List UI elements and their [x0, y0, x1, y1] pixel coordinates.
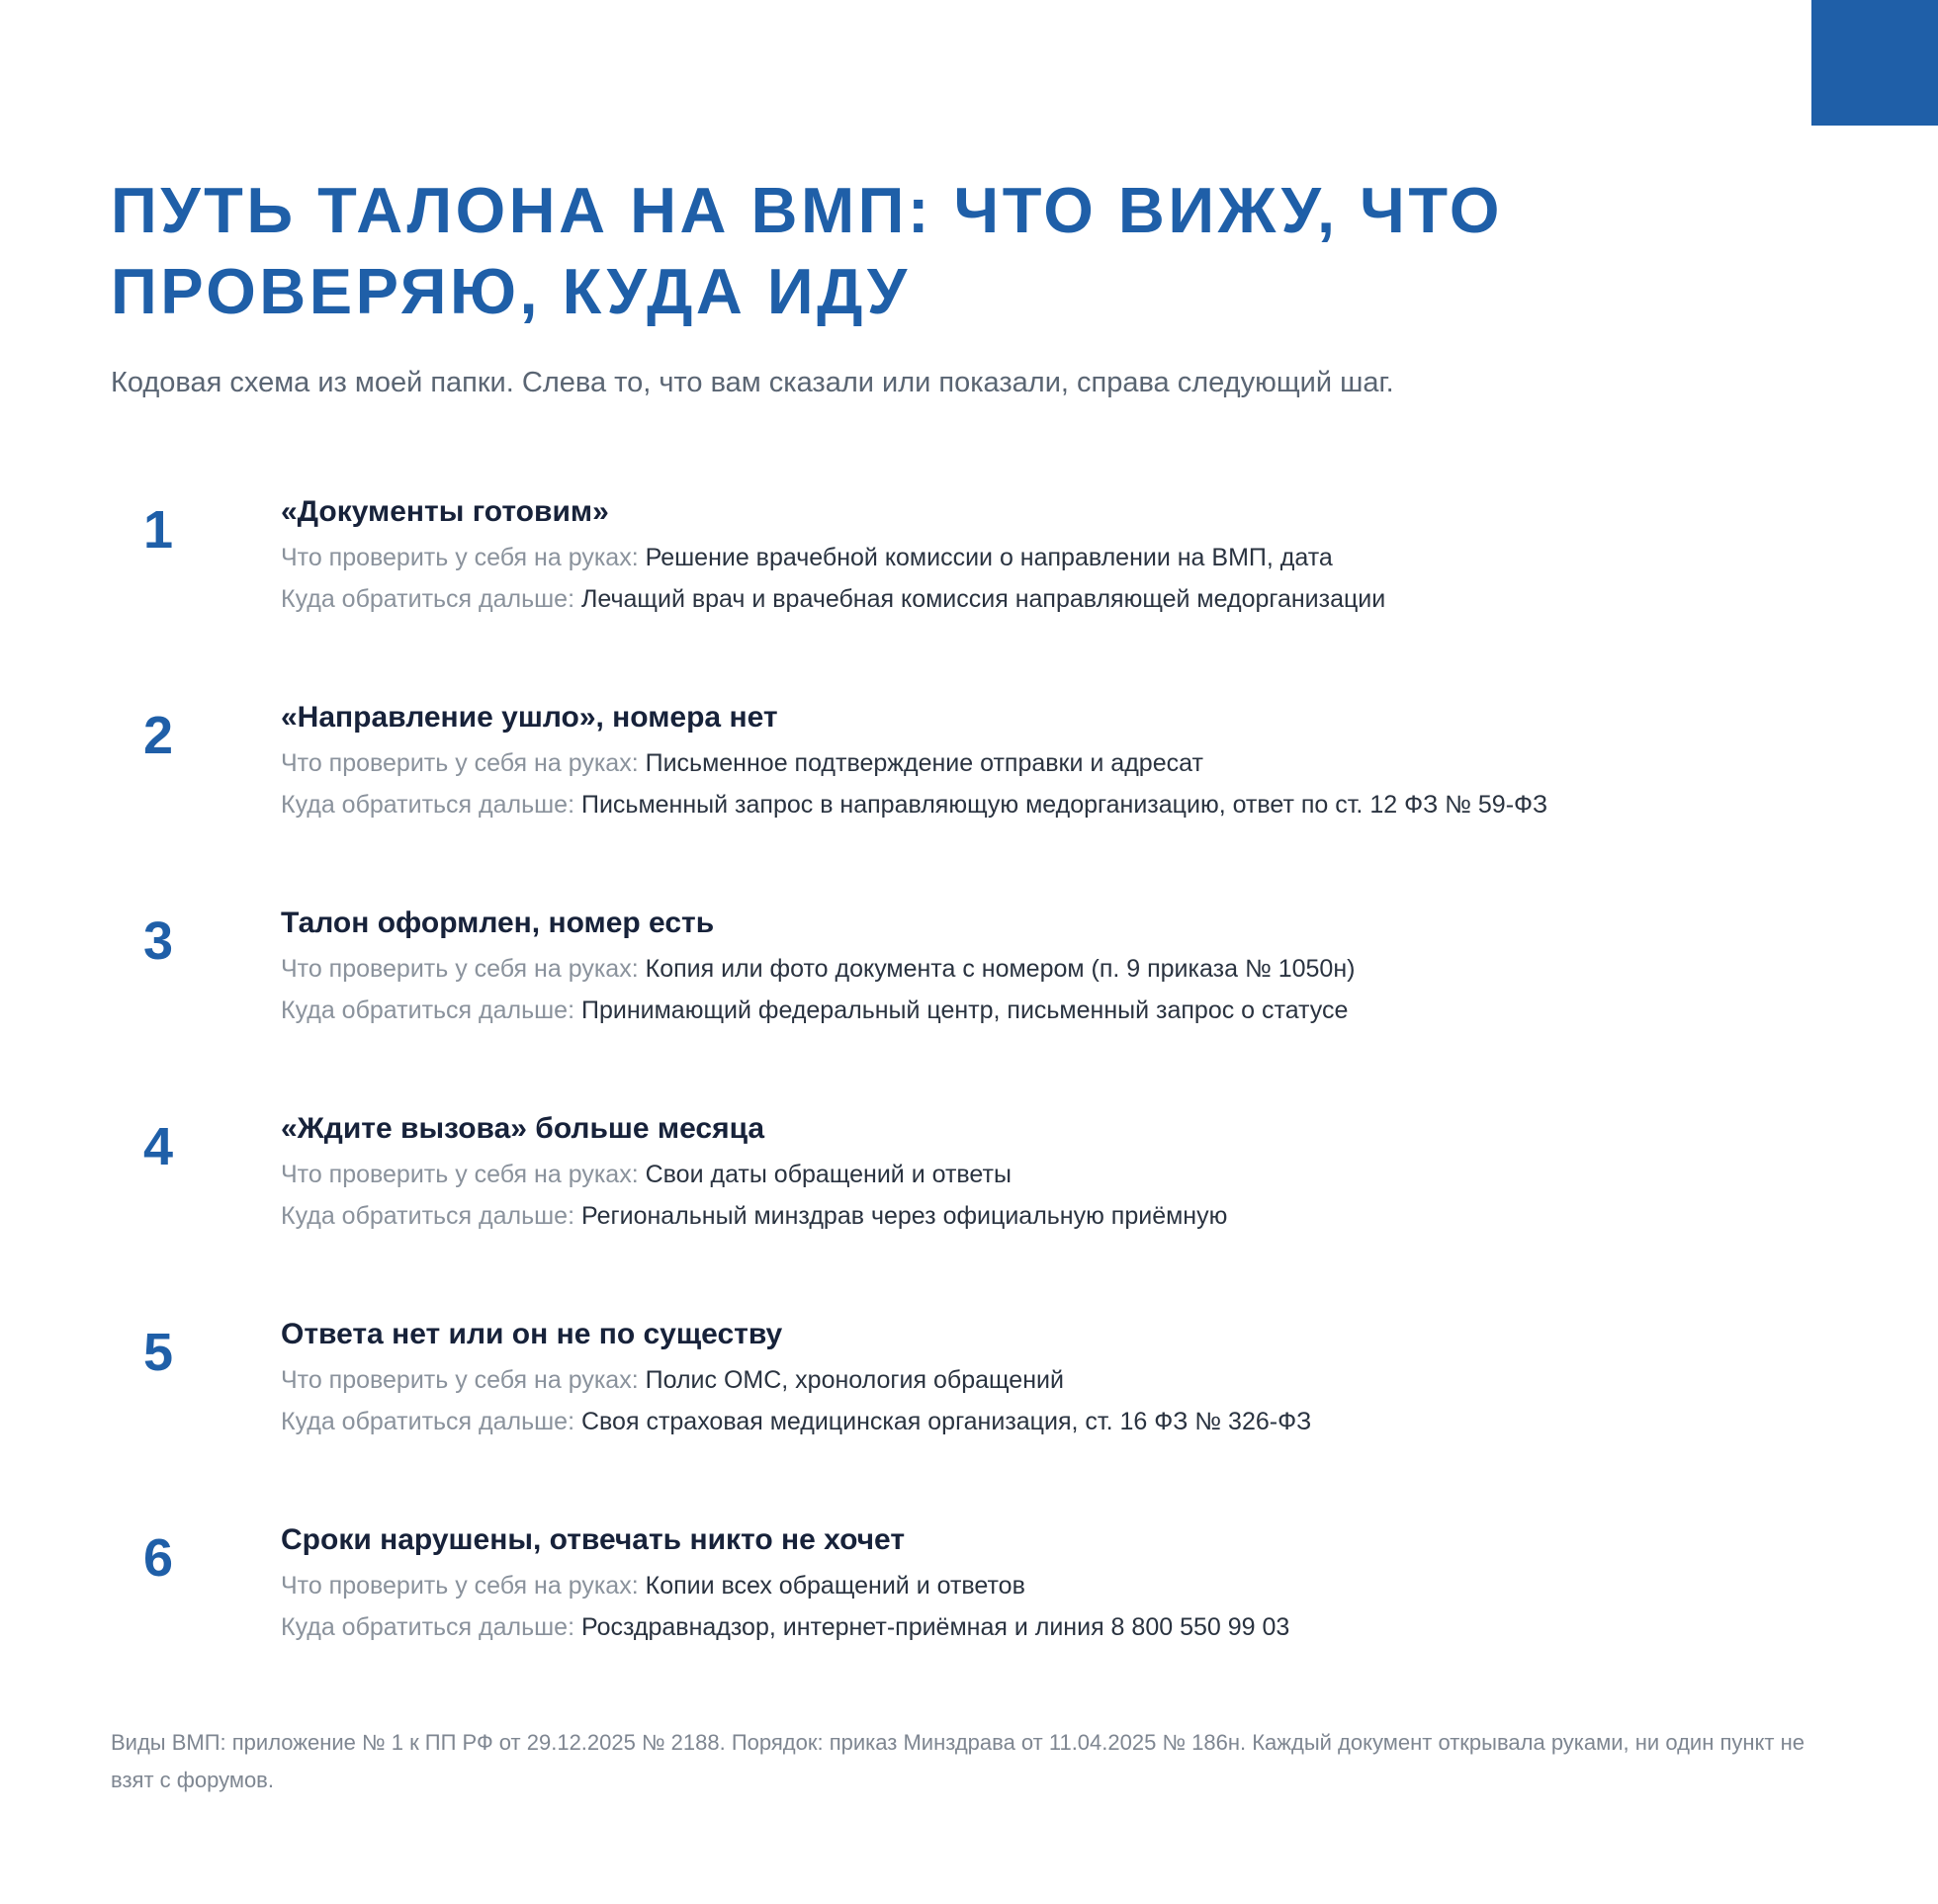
check-label: Что проверить у себя на руках: — [281, 955, 639, 983]
check-value: Свои даты обращений и ответы — [645, 1161, 1012, 1188]
step-number: 3 — [142, 911, 174, 971]
step-title: Ответа нет или он не по существу — [281, 1318, 783, 1350]
next-label: Куда обратиться дальше: — [281, 1408, 575, 1435]
next-label: Куда обратиться дальше: — [281, 585, 575, 613]
next-value: Письменный запрос в направляющую медорганизацию, ответ по ст. 12 ФЗ № 59-ФЗ — [581, 791, 1548, 819]
step-title: «Документы готовим» — [281, 495, 609, 528]
step-number: 2 — [142, 706, 174, 765]
step-title: «Ждите вызова» больше месяца — [281, 1112, 765, 1145]
step-item — [0, 1311, 1938, 1516]
next-value: Своя страховая медицинская организация, ст. 16 ФЗ № 326-ФЗ — [581, 1408, 1312, 1435]
step-next-line — [281, 993, 1348, 1028]
next-label: Куда обратиться дальше: — [281, 996, 575, 1024]
step-number: 6 — [142, 1528, 174, 1588]
step-title: Талон оформлен, номер есть — [281, 907, 715, 939]
step-check-line — [281, 1568, 1025, 1603]
next-value: Региональный минздрав через официальную приёмную — [581, 1202, 1228, 1230]
step-item — [0, 488, 1938, 694]
check-label: Что проверить у себя на руках: — [281, 1161, 639, 1188]
step-check-line — [281, 951, 1355, 987]
check-value: Письменное подтверждение отправки и адресат — [645, 749, 1203, 777]
next-label: Куда обратиться дальше: — [281, 1202, 575, 1230]
check-label: Что проверить у себя на руках: — [281, 1572, 639, 1600]
next-value: Лечащий врач и врачебная комиссия направляющей медорганизации — [581, 585, 1386, 613]
step-item — [0, 1516, 1938, 1722]
step-number: 1 — [142, 500, 174, 560]
corner-accent-block — [1811, 0, 1938, 126]
page-subtitle: Кодовая схема из моей папки. Слева то, что вам сказали или показали, справа следующий шаг. — [111, 367, 1394, 398]
footnote: Виды ВМП: приложение № 1 к ПП РФ от 29.12.2025 № 2188. Порядок: приказ Минздрава от 11.04.2025 № 186н. Каждый документ открывала руками, ни один пункт не взят с форумов. — [111, 1730, 1805, 1792]
steps-list — [0, 488, 1938, 1722]
step-number: 4 — [142, 1117, 174, 1176]
step-next-line — [281, 1404, 1311, 1439]
step-check-line — [281, 1157, 1012, 1192]
step-item — [0, 900, 1938, 1105]
next-label: Куда обратиться дальше: — [281, 1613, 575, 1641]
step-check-line — [281, 1362, 1064, 1398]
step-next-line — [281, 1609, 1289, 1645]
step-item — [0, 1105, 1938, 1311]
check-label: Что проверить у себя на руках: — [281, 749, 639, 777]
step-check-line — [281, 540, 1333, 575]
check-label: Что проверить у себя на руках: — [281, 544, 639, 571]
check-value: Копии всех обращений и ответов — [645, 1572, 1025, 1600]
step-next-line — [281, 581, 1385, 617]
next-label: Куда обратиться дальше: — [281, 791, 575, 819]
check-label: Что проверить у себя на руках: — [281, 1366, 639, 1394]
step-number: 5 — [142, 1323, 174, 1382]
step-check-line — [281, 745, 1203, 781]
step-next-line — [281, 787, 1547, 822]
check-value: Полис ОМС, хронология обращений — [645, 1366, 1064, 1394]
step-title: «Направление ушло», номера нет — [281, 701, 778, 734]
check-value: Копия или фото документа с номером (п. 9 приказа № 1050н) — [645, 955, 1356, 983]
page-title: ПУТЬ ТАЛОНА НА ВМП: ЧТО ВИЖУ, ЧТО ПРОВЕРЯЮ, КУДА ИДУ — [111, 174, 1503, 327]
check-value: Решение врачебной комиссии о направлении на ВМП, дата — [645, 544, 1333, 571]
step-next-line — [281, 1198, 1227, 1234]
step-title: Сроки нарушены, отвечать никто не хочет — [281, 1523, 906, 1556]
next-value: Росздравнадзор, интернет-приёмная и линия 8 800 550 99 03 — [581, 1613, 1290, 1641]
step-item — [0, 694, 1938, 900]
next-value: Принимающий федеральный центр, письменный запрос о статусе — [581, 996, 1349, 1024]
